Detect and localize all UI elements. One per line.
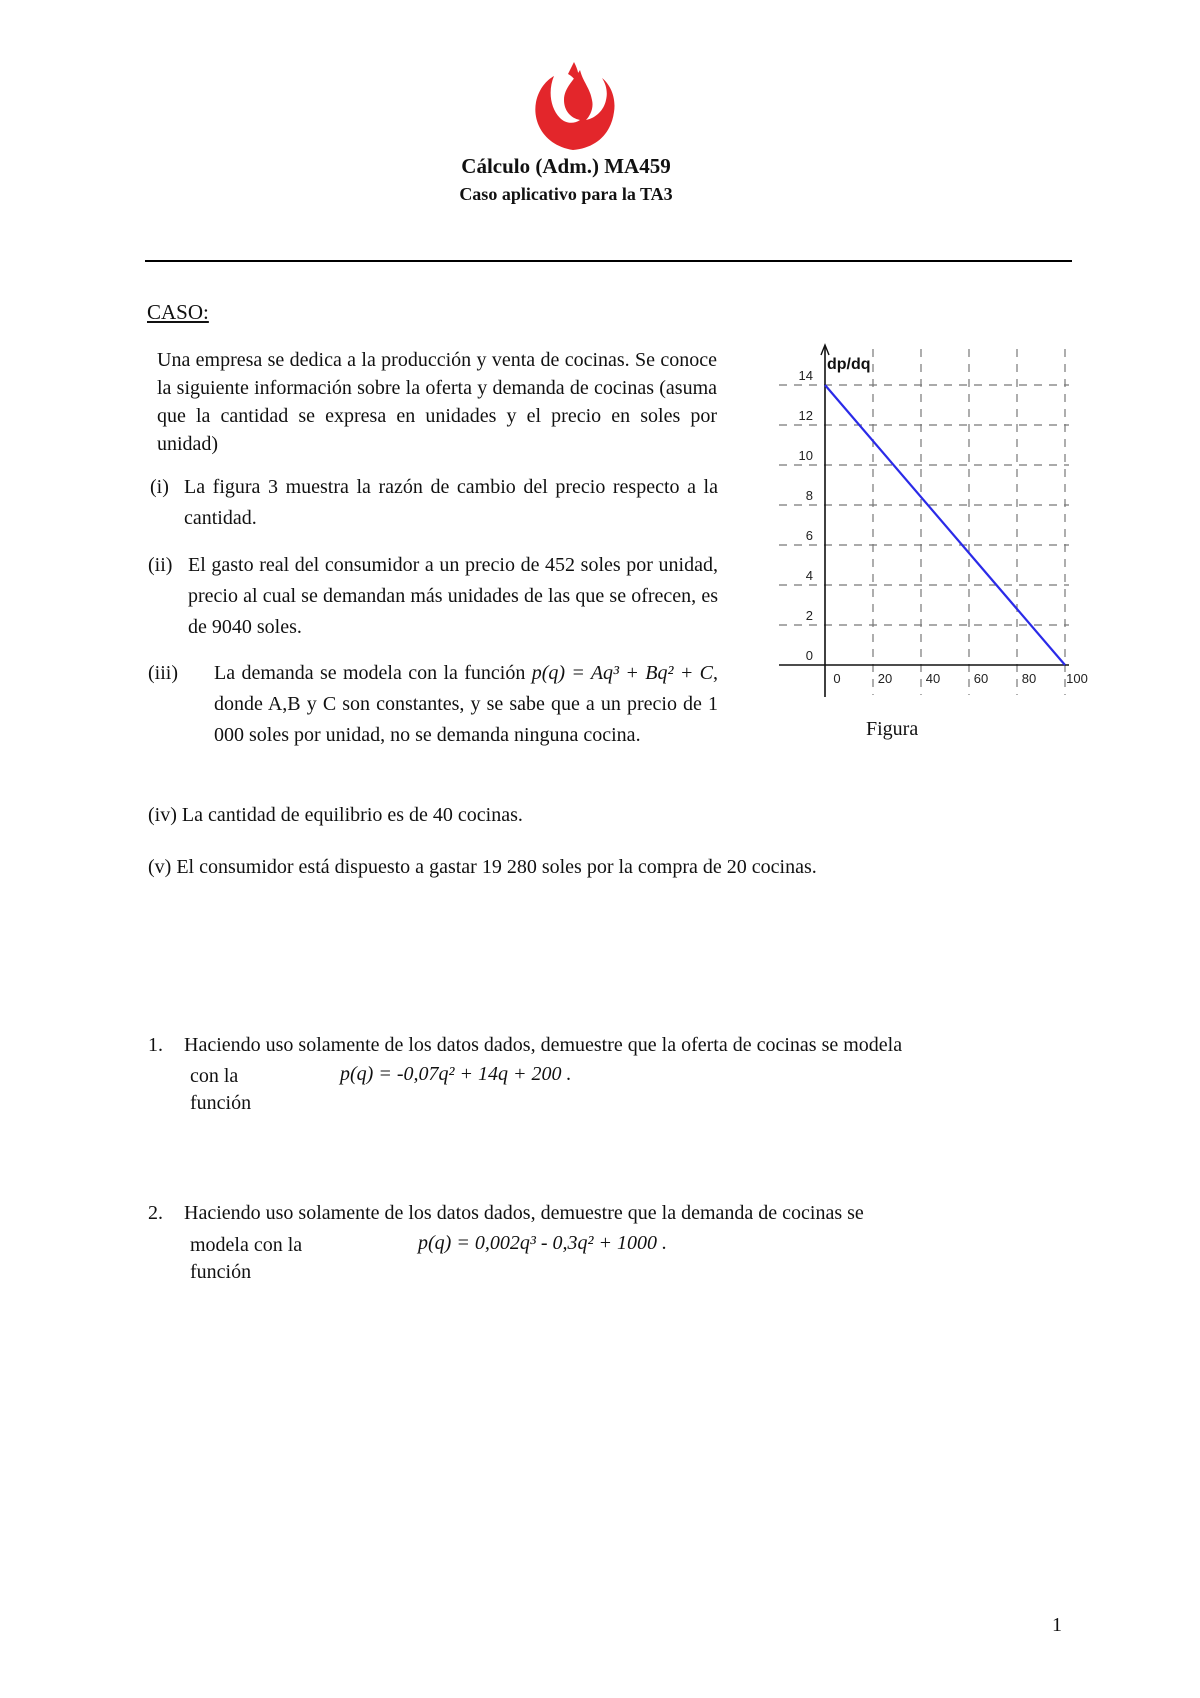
figure-caption: Figura xyxy=(866,718,919,740)
y-tick-label: 2 xyxy=(805,608,813,623)
question-2-cont-2: función xyxy=(190,1261,252,1283)
case-item-iii xyxy=(148,658,718,751)
page-number: 1 xyxy=(1052,1614,1062,1636)
y-tick-label: 10 xyxy=(798,448,813,463)
item-label: (ii) xyxy=(148,554,173,576)
y-tick-label: 6 xyxy=(805,528,813,543)
demand-formula: p(q) = Aq³ + Bq² + C xyxy=(531,662,714,684)
demand-formula-q2: p(q) = 0,002q³ - 0,3q² + 1000 . xyxy=(418,1232,667,1254)
question-number: 2. xyxy=(148,1202,163,1224)
x-tick-label: 40 xyxy=(925,671,941,686)
y-tick-label: 12 xyxy=(798,408,813,423)
case-intro: Una empresa se dedica a la producción y venta de cocinas. Se conoce la siguiente información sobre la oferta y demanda de cocinas (asuma que la cantidad se expresa en unidades y el precio en soles por unidad) xyxy=(157,349,717,455)
document-subtitle: Caso aplicativo para la TA3 xyxy=(459,184,673,204)
item-text: El gasto real del consumidor a un precio de 452 soles por unidad, precio al cual se demandan más unidades de las que se ofrecen, es de 9040 soles. xyxy=(188,554,718,638)
series-line xyxy=(825,385,1065,665)
question-2-cont-1: modela con la xyxy=(190,1234,303,1256)
question-number: 1. xyxy=(148,1034,163,1056)
chart-ylabel: dp/dq xyxy=(827,356,871,373)
question-1-cont-2: función xyxy=(190,1092,252,1114)
y-tick-label: 0 xyxy=(805,648,813,663)
item-text: La demanda se modela con la función xyxy=(214,662,526,684)
case-item-iv xyxy=(148,800,948,831)
chart-axes xyxy=(779,345,1069,697)
chart-grid xyxy=(779,349,1069,695)
question-1-cont-1: con la xyxy=(190,1065,239,1087)
supply-formula: p(q) = -0,07q² + 14q + 200 . xyxy=(340,1063,572,1085)
x-tick-label: 20 xyxy=(877,671,893,686)
upc-flame-logo xyxy=(530,56,616,152)
x-tick-label: 100 xyxy=(1066,671,1088,686)
case-heading: CASO: xyxy=(147,300,209,324)
y-tick-label: 8 xyxy=(805,488,813,503)
x-tick-label: 80 xyxy=(1021,671,1037,686)
item-label: (iii) xyxy=(148,662,178,684)
item-text: La cantidad de equilibrio es de 40 cocinas. xyxy=(181,804,523,826)
item-text: El consumidor está dispuesto a gastar 19 280 soles por la compra de 20 cocinas. xyxy=(176,856,817,878)
chart-tick-labels xyxy=(799,368,1088,686)
item-text-continued: , donde A,B y C son constantes, y se sabe que a un precio de 1 000 soles por unidad, no se demanda ninguna cocina. xyxy=(214,662,719,746)
chart-series xyxy=(825,385,1065,665)
question-1 xyxy=(148,1032,1068,1059)
question-text: Haciendo uso solamente de los datos dados, demuestre que la oferta de cocinas se modela xyxy=(184,1034,903,1056)
question-text: Haciendo uso solamente de los datos dados, demuestre que la demanda de cocinas se xyxy=(184,1202,864,1224)
item-label: (iv) xyxy=(148,804,177,826)
item-text: La figura 3 muestra la razón de cambio del precio respecto a la cantidad. xyxy=(184,476,718,529)
header-divider xyxy=(145,260,1072,262)
item-label: (i) xyxy=(150,476,169,498)
case-item-ii xyxy=(148,550,718,643)
question-2 xyxy=(148,1200,1068,1227)
case-item-i xyxy=(150,472,718,534)
x-tick-label: 0 xyxy=(833,671,841,686)
case-item-v xyxy=(148,852,1048,883)
course-title: Cálculo (Adm.) MA459 xyxy=(461,154,671,178)
y-tick-label: 4 xyxy=(805,568,813,583)
x-tick-label: 60 xyxy=(973,671,989,686)
item-label: (v) xyxy=(148,856,172,878)
y-tick-label: 14 xyxy=(798,368,813,383)
rate-of-change-chart xyxy=(775,345,1088,700)
